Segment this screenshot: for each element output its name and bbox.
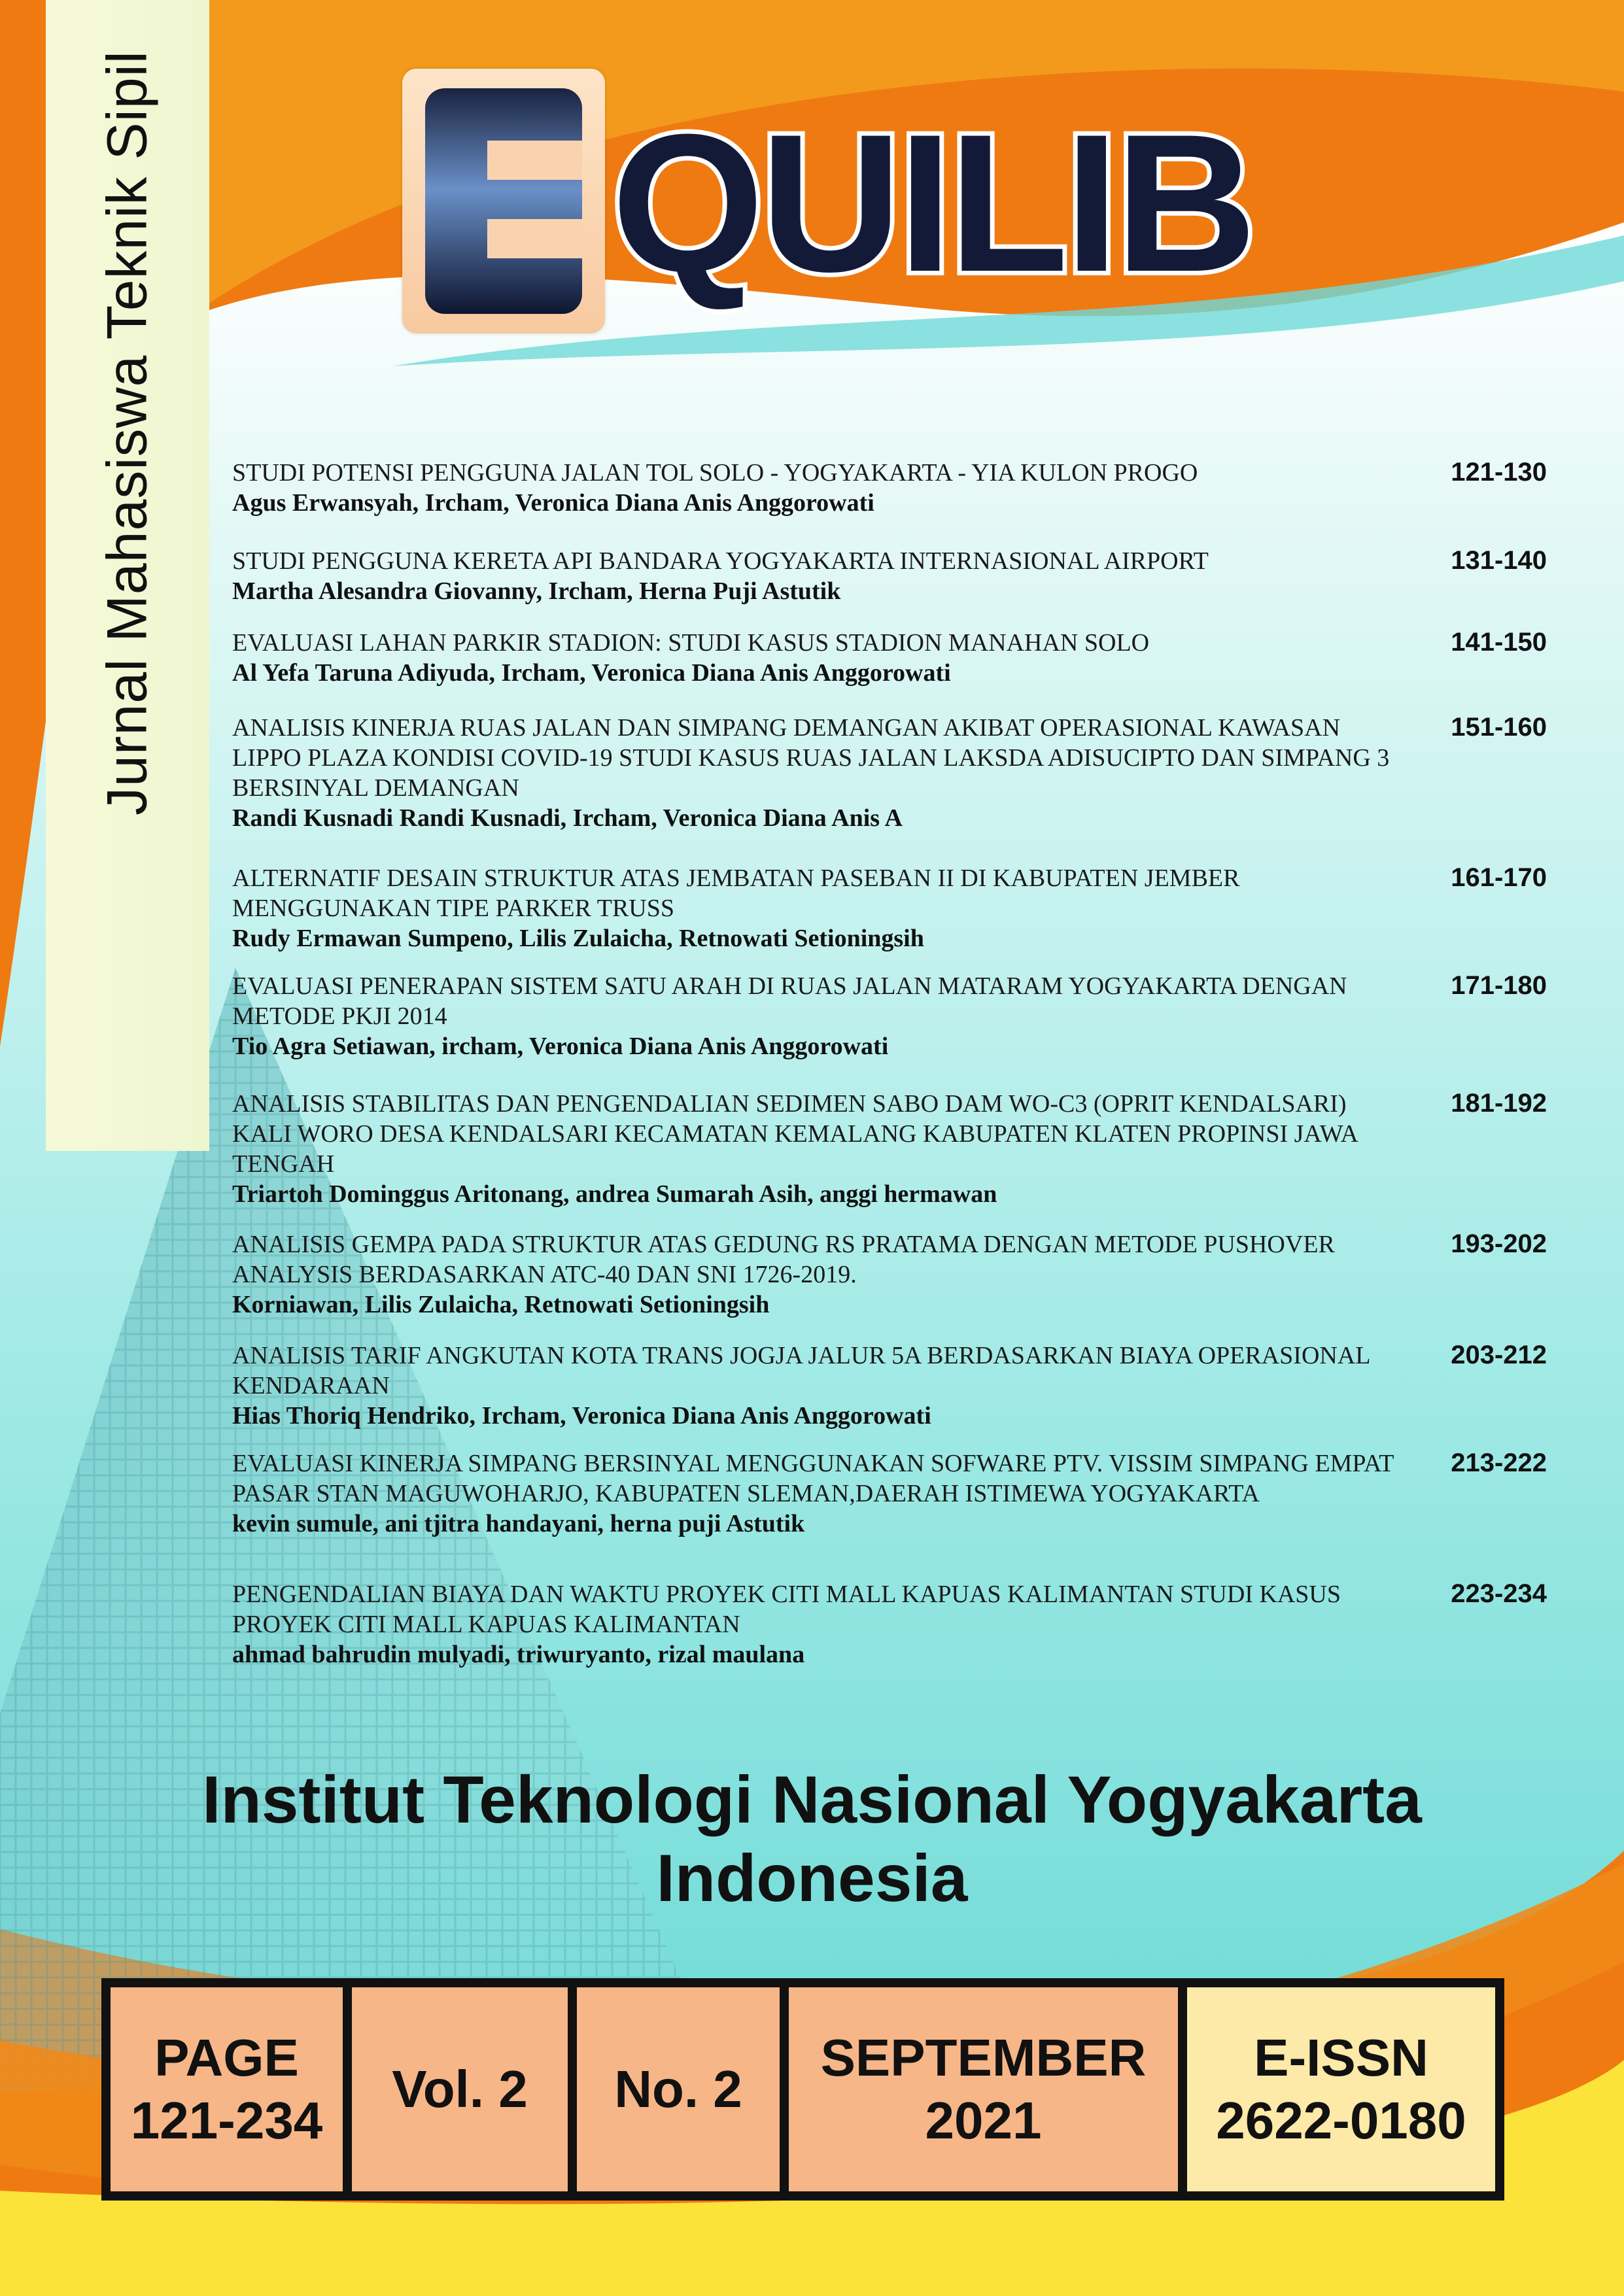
article-title: ANALISIS KINERJA RUAS JALAN DAN SIMPANG DEMANGAN AKIBAT OPERASIONAL KAWASAN LIPPO PLAZA KONDISI COVID-19 STUDI KASUS RUAS JALAN LAKSDA ADISUCIPTO DAN SIMPANG 3 BERSINYAL DEMANGAN [232,714,1390,802]
article-pages: 203-212 [1451,1341,1547,1369]
article-title: STUDI POTENSI PENGGUNA JALAN TOL SOLO - YOGYAKARTA - YIA KULON PROGO [232,459,1198,487]
issue-month: SEPTEMBER [820,2029,1147,2087]
toc-entry [232,628,1547,688]
article-pages: 171-180 [1451,971,1547,1000]
article-authors: Martha Alesandra Giovanny, Ircham, Herna Puji Astutik [232,577,841,605]
page-label: PAGE [154,2029,299,2087]
article-authors: Korniawan, Lilis Zulaicha, Retnowati Setioningsih [232,1291,770,1318]
article-title: STUDI PENGGUNA KERETA API BANDARA YOGYAKARTA INTERNASIONAL AIRPORT [232,547,1209,575]
issue-number: No. 2 [614,2060,742,2118]
toc-entry [232,458,1547,518]
article-authors: kevin sumule, ani tjitra handayani, herna puji Astutik [232,1510,805,1537]
article-pages: 161-170 [1451,863,1547,892]
article-authors: Tio Agra Setiawan, ircham, Veronica Diana Anis Anggorowati [232,1033,889,1060]
article-title: PENGENDALIAN BIAYA DAN WAKTU PROYEK CITI MALL KAPUAS KALIMANTAN STUDI KASUS PROYEK CITI MALL KAPUAS KALIMANTAN [232,1581,1341,1638]
article-authors: Randi Kusnadi Randi Kusnadi, Ircham, Veronica Diana Anis A [232,804,903,832]
article-pages: 193-202 [1451,1229,1547,1258]
article-title: ANALISIS STABILITAS DAN PENGENDALIAN SEDIMEN SABO DAM WO-C3 (OPRIT KENDALSARI) KALI WORO DESA KENDALSARI KECAMATAN KEMALANG KABUPATEN KLATEN PROPINSI JAWA TENGAH [232,1090,1357,1178]
toc-entry [232,1089,1547,1209]
equilib-logo [402,69,1253,343]
date-cell [789,1987,1187,2191]
article-pages: 181-192 [1451,1089,1547,1118]
institution-country: Indonesia [656,1841,968,1915]
volume-cell [352,1987,577,2191]
toc-entry [232,1579,1547,1670]
toc-entry [232,546,1547,606]
article-pages: 151-160 [1451,713,1547,742]
volume: Vol. 2 [392,2060,528,2118]
article-pages: 223-234 [1451,1579,1547,1608]
article-title: ANALISIS GEMPA PADA STRUKTUR ATAS GEDUNG RS PRATAMA DENGAN METODE PUSHOVER ANALYSIS BERDASARKAN ATC-40 DAN SNI 1726-2019. [232,1231,1335,1288]
issn-label: E-ISSN [1254,2029,1428,2087]
issn-number: 2622-0180 [1216,2091,1466,2150]
article-authors: Triartoh Dominggus Aritonang, andrea Sumarah Asih, anggi hermawan [232,1180,997,1208]
article-title: ALTERNATIF DESAIN STRUKTUR ATAS JEMBATAN PASEBAN II DI KABUPATEN JEMBER MENGGUNAKAN TIPE PARKER TRUSS [232,865,1240,922]
article-title: ANALISIS TARIF ANGKUTAN KOTA TRANS JOGJA JALUR 5A BERDASARKAN BIAYA OPERASIONAL KENDARAAN [232,1342,1370,1399]
toc-entry [232,1341,1547,1431]
toc-entry [232,1448,1547,1539]
article-authors: ahmad bahrudin mulyadi, triwuryanto, rizal maulana [232,1641,805,1668]
article-pages: 141-150 [1451,628,1547,657]
journal-subtitle: Jurnal Mahasiswa Teknik Sipil [95,50,159,815]
number-cell [577,1987,789,2191]
issue-info-box [101,1978,1504,2201]
institution-name: Institut Teknologi Nasional Yogyakarta [202,1762,1422,1837]
toc-entry [232,713,1547,833]
toc-entry [232,971,1547,1061]
logo-e-glyph [425,88,582,314]
article-pages: 121-130 [1451,458,1547,487]
page-range-cell [111,1987,352,2191]
toc-entry [232,863,1547,953]
issn-cell [1187,1987,1495,2191]
article-authors: Agus Erwansyah, Ircham, Veronica Diana Anis Anggorowati [232,489,874,517]
article-title: EVALUASI LAHAN PARKIR STADION: STUDI KASUS STADION MANAHAN SOLO [232,629,1150,657]
logo-e-tile [402,69,605,334]
article-title: EVALUASI PENERAPAN SISTEM SATU ARAH DI RUAS JALAN MATARAM YOGYAKARTA DENGAN METODE PKJI 2014 [232,972,1347,1030]
article-pages: 131-140 [1451,546,1547,575]
article-authors: Hias Thoriq Hendriko, Ircham, Veronica Diana Anis Anggorowati [232,1402,931,1430]
issue-year: 2021 [925,2091,1042,2150]
page-range: 121-234 [130,2091,323,2150]
article-title: EVALUASI KINERJA SIMPANG BERSINYAL MENGGUNAKAN SOFWARE PTV. VISSIM SIMPANG EMPAT PASAR STAN MAGUWOHARJO, KABUPATEN SLEMAN,DAERAH ISTIMEWA YOGYAKARTA [232,1450,1394,1507]
article-authors: Rudy Ermawan Sumpeno, Lilis Zulaicha, Retnowati Setioningsih [232,925,924,952]
article-authors: Al Yefa Taruna Adiyuda, Ircham, Veronica Diana Anis Anggorowati [232,659,951,687]
logo-wordmark: QUILIB [612,93,1253,313]
article-pages: 213-222 [1451,1448,1547,1477]
toc-entry [232,1229,1547,1320]
